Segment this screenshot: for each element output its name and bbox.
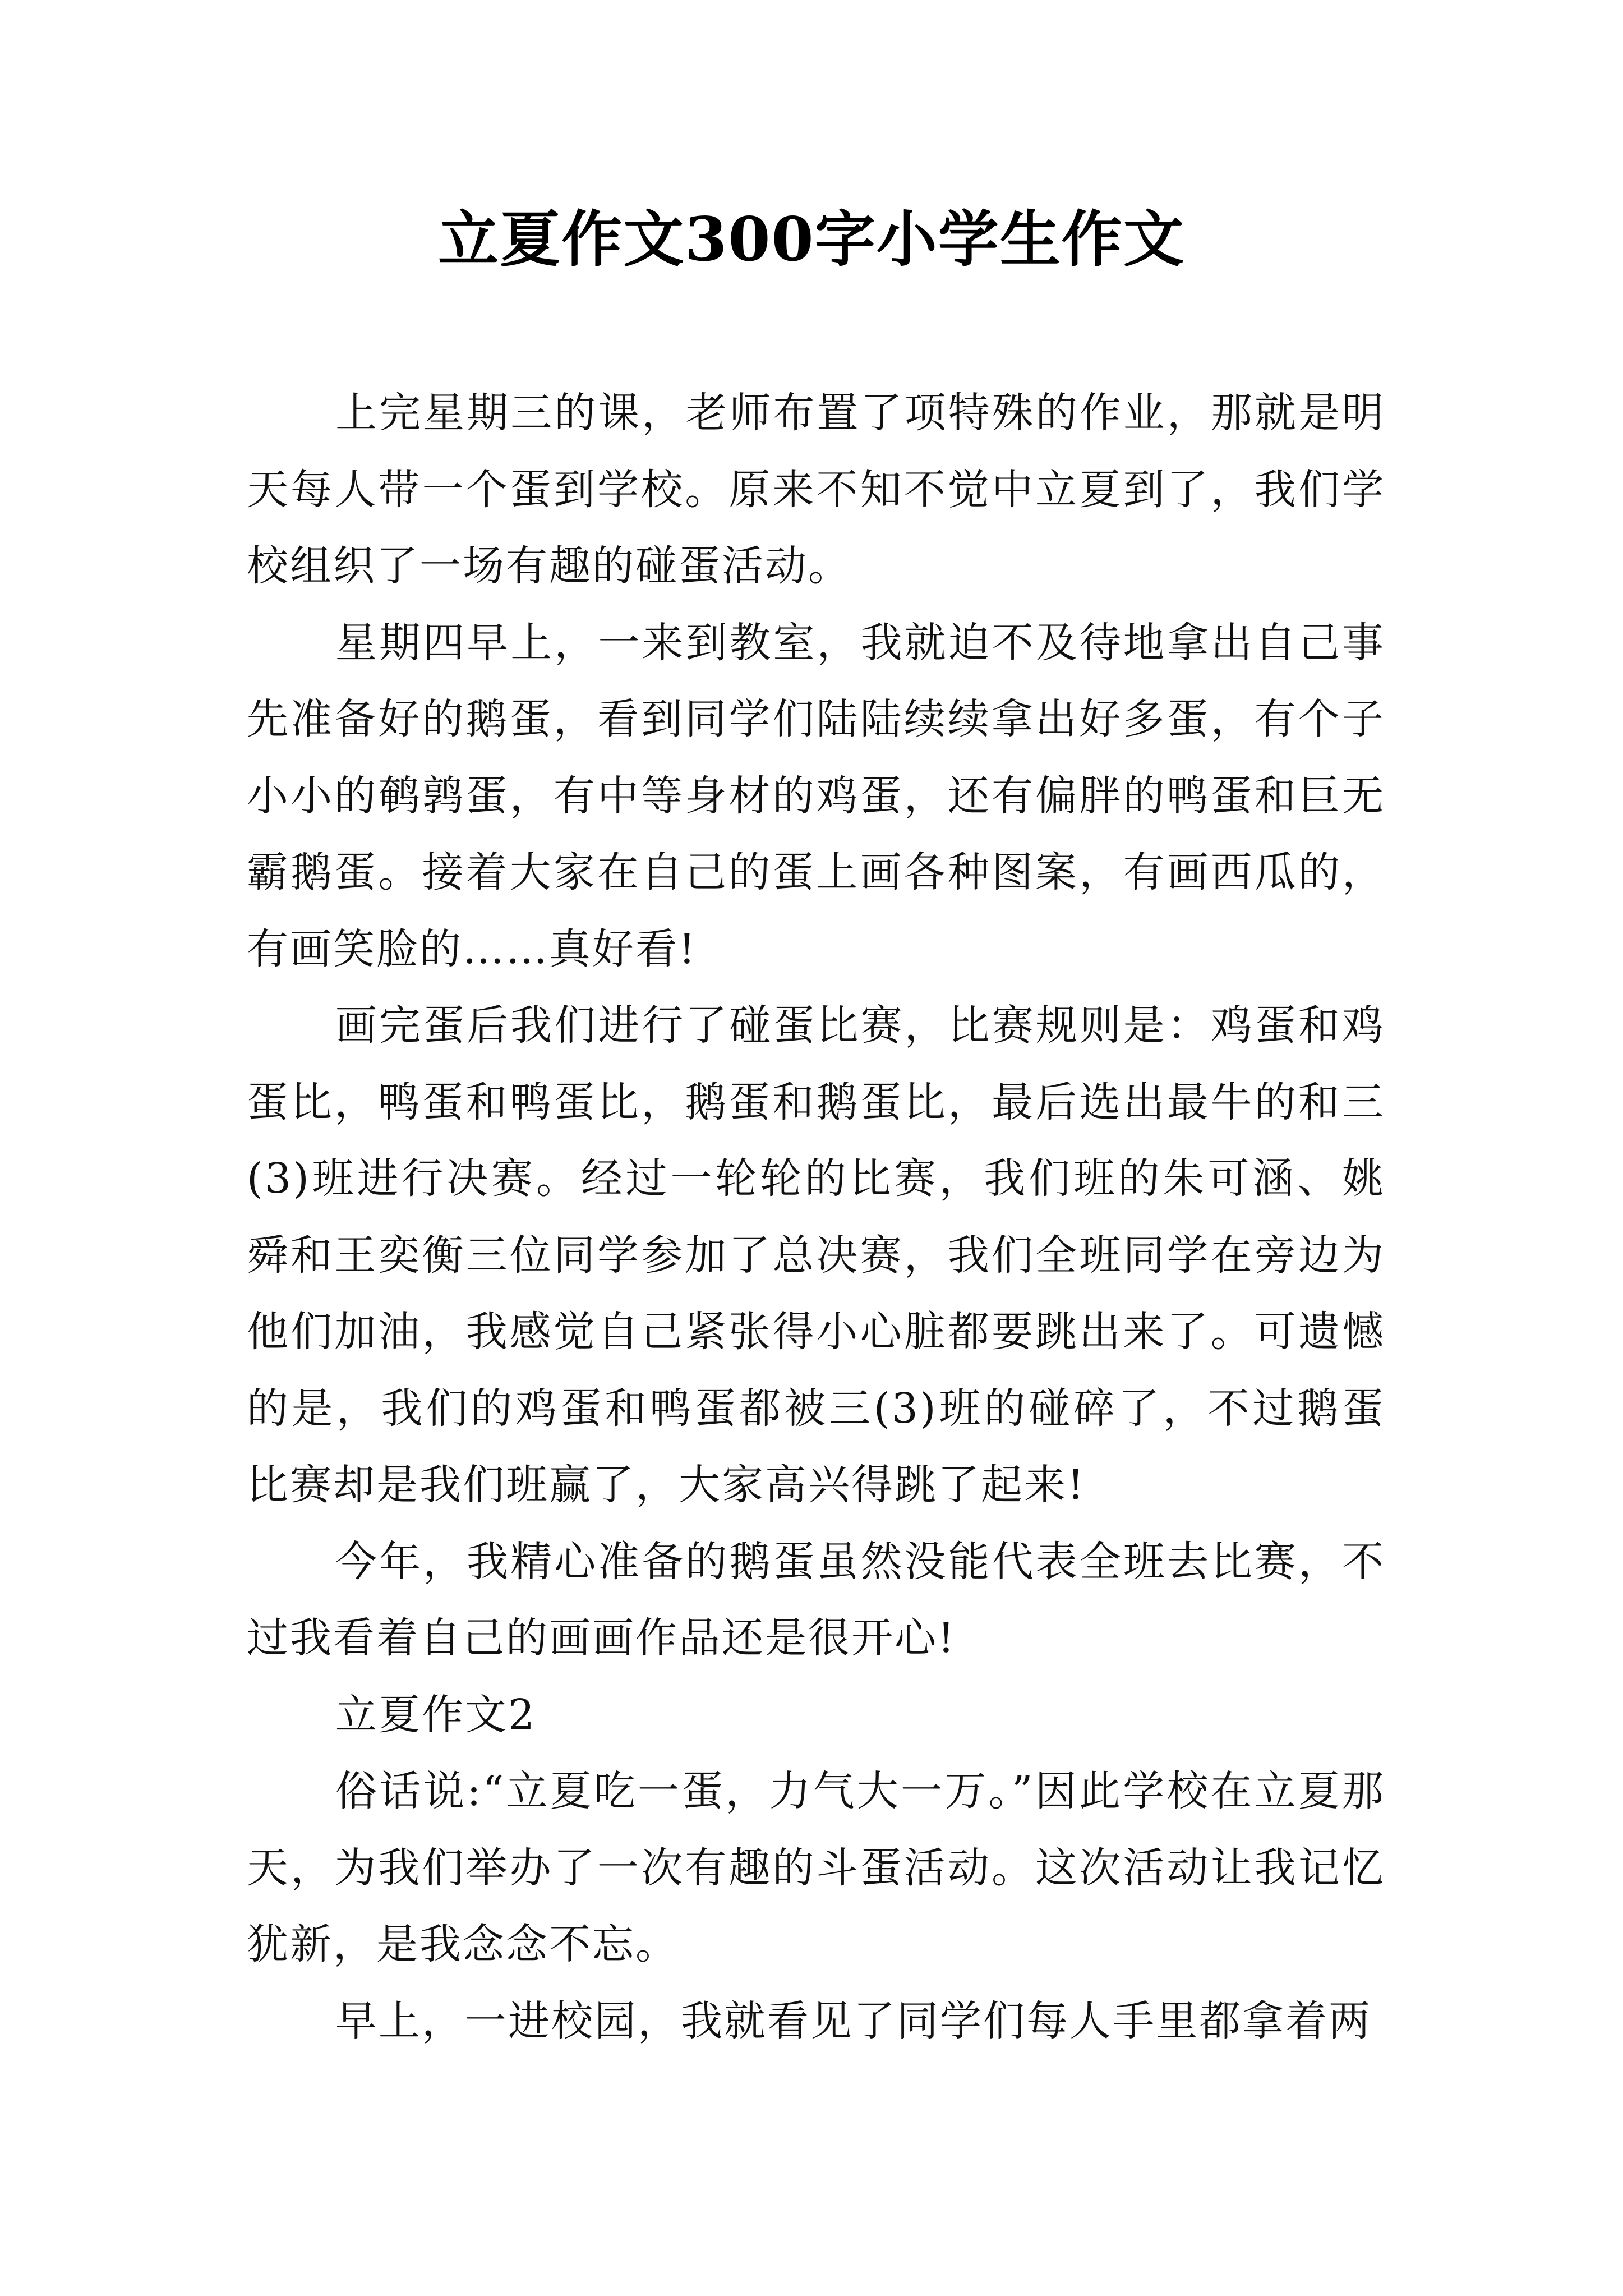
paragraph: 画完蛋后我们进行了碰蛋比赛，比赛规则是：鸡蛋和鸡蛋比，鸭蛋和鸭蛋比，鹅蛋和鹅蛋比，最后选出最牛的和三(3)班进行决赛。经过一轮轮的比赛，我们班的朱可涵、姚舜和王奕衡三位同学参加了总决赛，我们全班同学在旁边为他们加油，我感觉自己紧张得小心脏都要跳出来了。可遗憾的是，我们的鸡蛋和鸭蛋都被三(3)班的碰碎了，不过鹅蛋比赛却是我们班赢了，大家高兴得跳了起来! bbox=[247, 1001, 1385, 1509]
paragraph: 俗话说:“立夏吃一蛋，力气大一万。”因此学校在立夏那天，为我们举办了一次有趣的斗蛋活动。这次活动让我记忆犹新，是我念念不忘。 bbox=[247, 1767, 1385, 1968]
paragraph: 上完星期三的课，老师布置了项特殊的作业，那就是明天每人带一个蛋到学校。原来不知不觉中立夏到了，我们学校组织了一场有趣的碰蛋活动。 bbox=[247, 389, 1385, 590]
document-title: 立夏作文300字小学生作文 bbox=[438, 204, 1185, 275]
paragraph: 早上，一进校园，我就看见了同学们每人手里都拿着两 bbox=[335, 1996, 1372, 2045]
document-body bbox=[247, 375, 1385, 2059]
section-heading: 立夏作文2 bbox=[335, 1690, 537, 1739]
paragraph: 今年，我精心准备的鹅蛋虽然没能代表全班去比赛，不过我看着自己的画画作品还是很开心! bbox=[247, 1537, 1385, 1662]
paragraph: 星期四早上，一来到教室，我就迫不及待地拿出自己事先准备好的鹅蛋，看到同学们陆陆续续拿出好多蛋，有个子小小的鹌鹑蛋，有中等身材的鸡蛋，还有偏胖的鸭蛋和巨无霸鹅蛋。接着大家在自己的蛋上画各种图案，有画西瓜的，有画笑脸的……真好看! bbox=[247, 618, 1385, 973]
